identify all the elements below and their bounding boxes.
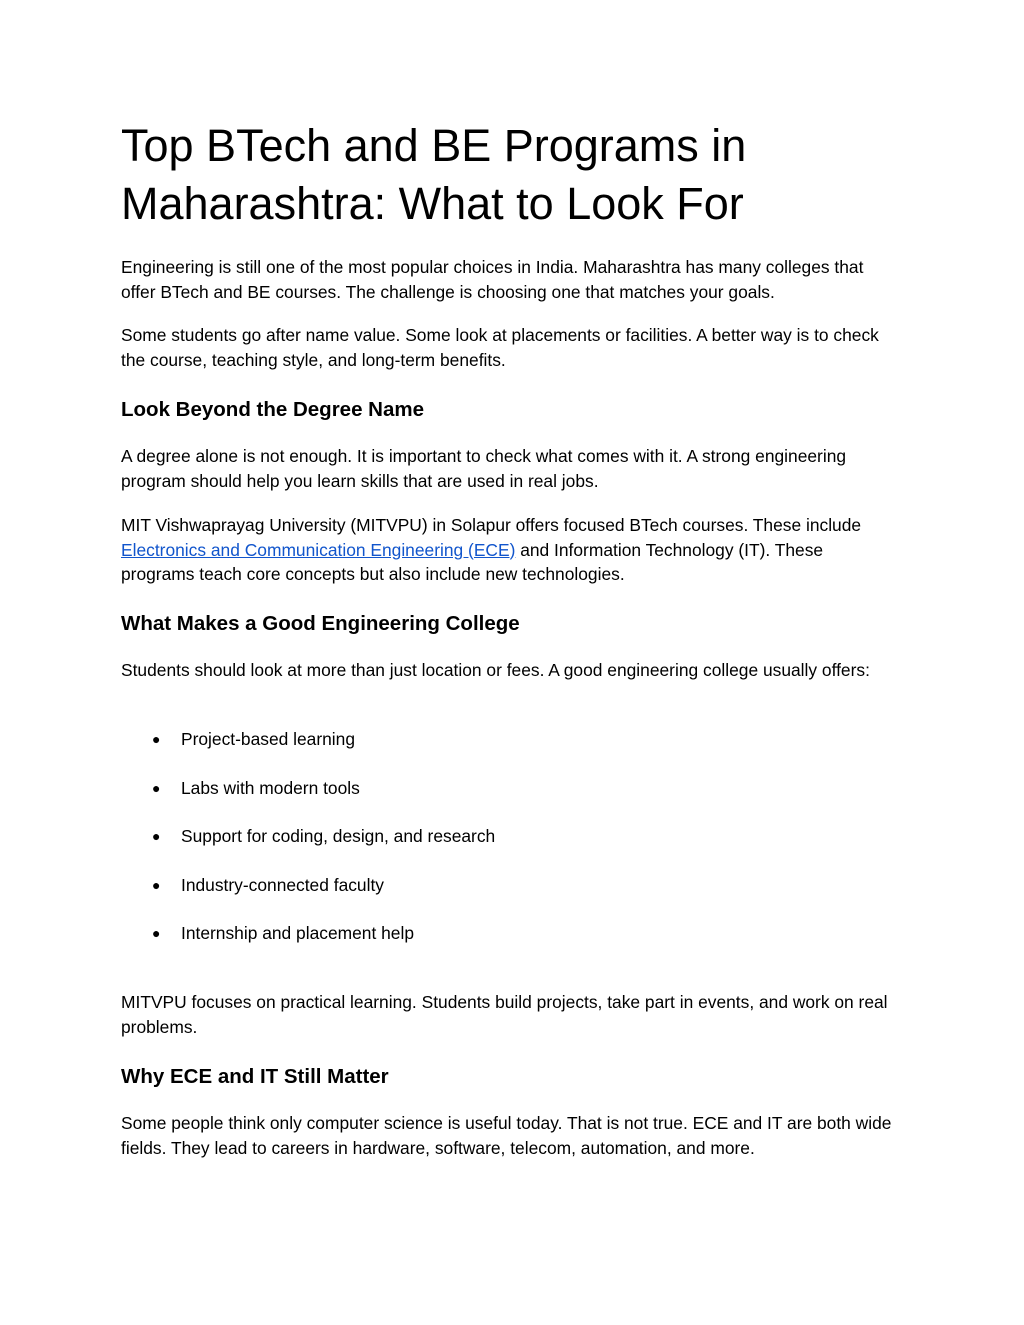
bullet-icon: ● bbox=[152, 828, 161, 845]
bullet-icon: ● bbox=[152, 925, 161, 942]
ece-it-paragraph-1: Some people think only computer science is useful today. That is not true. ECE and IT are both wide fields. They lead to careers in hardware, software, telecom, automation, and more. bbox=[121, 1113, 892, 1158]
list-item-text: Labs with modern tools bbox=[181, 777, 360, 798]
bullet-icon: ● bbox=[152, 731, 161, 747]
list-item bbox=[121, 775, 901, 824]
section-heading-ece-it: Why ECE and IT Still Matter bbox=[121, 1065, 389, 1088]
list-item bbox=[121, 823, 901, 872]
good-college-paragraph-1: Students should look at more than just location or fees. A good engineering college usually offers: bbox=[121, 660, 870, 680]
degree-paragraph-2 bbox=[121, 513, 901, 587]
section-heading-degree-name: Look Beyond the Degree Name bbox=[121, 398, 425, 421]
intro-paragraph-2: Some students go after name value. Some look at placements or facilities. A better way is to check the course, teaching style, and long-term benefits. bbox=[121, 325, 879, 370]
degree-paragraph-1: A degree alone is not enough. It is important to check what comes with it. A strong engineering program should help you learn skills that are used in real jobs. bbox=[121, 446, 847, 491]
list-item bbox=[121, 920, 901, 969]
ece-program-link[interactable]: Electronics and Communication Engineering (ECE) bbox=[121, 539, 516, 560]
page-title: Top BTech and BE Programs in Maharashtra: What to Look For bbox=[121, 120, 747, 229]
list-item bbox=[121, 872, 901, 921]
list-item-text: Support for coding, design, and research bbox=[181, 826, 496, 847]
bullet-icon: ● bbox=[152, 876, 161, 893]
college-features-list bbox=[121, 726, 901, 969]
list-item-text: Internship and placement help bbox=[181, 923, 414, 944]
degree-paragraph-2-end: and Information Technology (IT). These programs teach core concepts but also include new technologies. bbox=[121, 539, 824, 584]
section-heading-good-college: What Makes a Good Engineering College bbox=[121, 612, 520, 635]
intro-paragraph-1: Engineering is still one of the most popular choices in India. Maharashtra has many colleges that offer BTech and BE courses. The challenge is choosing one that matches your goals. bbox=[121, 257, 864, 302]
good-college-paragraph-2: MITVPU focuses on practical learning. Students build projects, take part in events, and work on real problems. bbox=[121, 992, 888, 1037]
bullet-icon: ● bbox=[152, 779, 161, 796]
list-item bbox=[121, 726, 901, 775]
degree-paragraph-2-start: MIT Vishwaprayag University (MITVPU) in Solapur offers focused BTech courses. These include bbox=[121, 515, 862, 535]
list-item-text: Industry-connected faculty bbox=[181, 874, 384, 895]
list-item-text: Project-based learning bbox=[181, 729, 356, 749]
